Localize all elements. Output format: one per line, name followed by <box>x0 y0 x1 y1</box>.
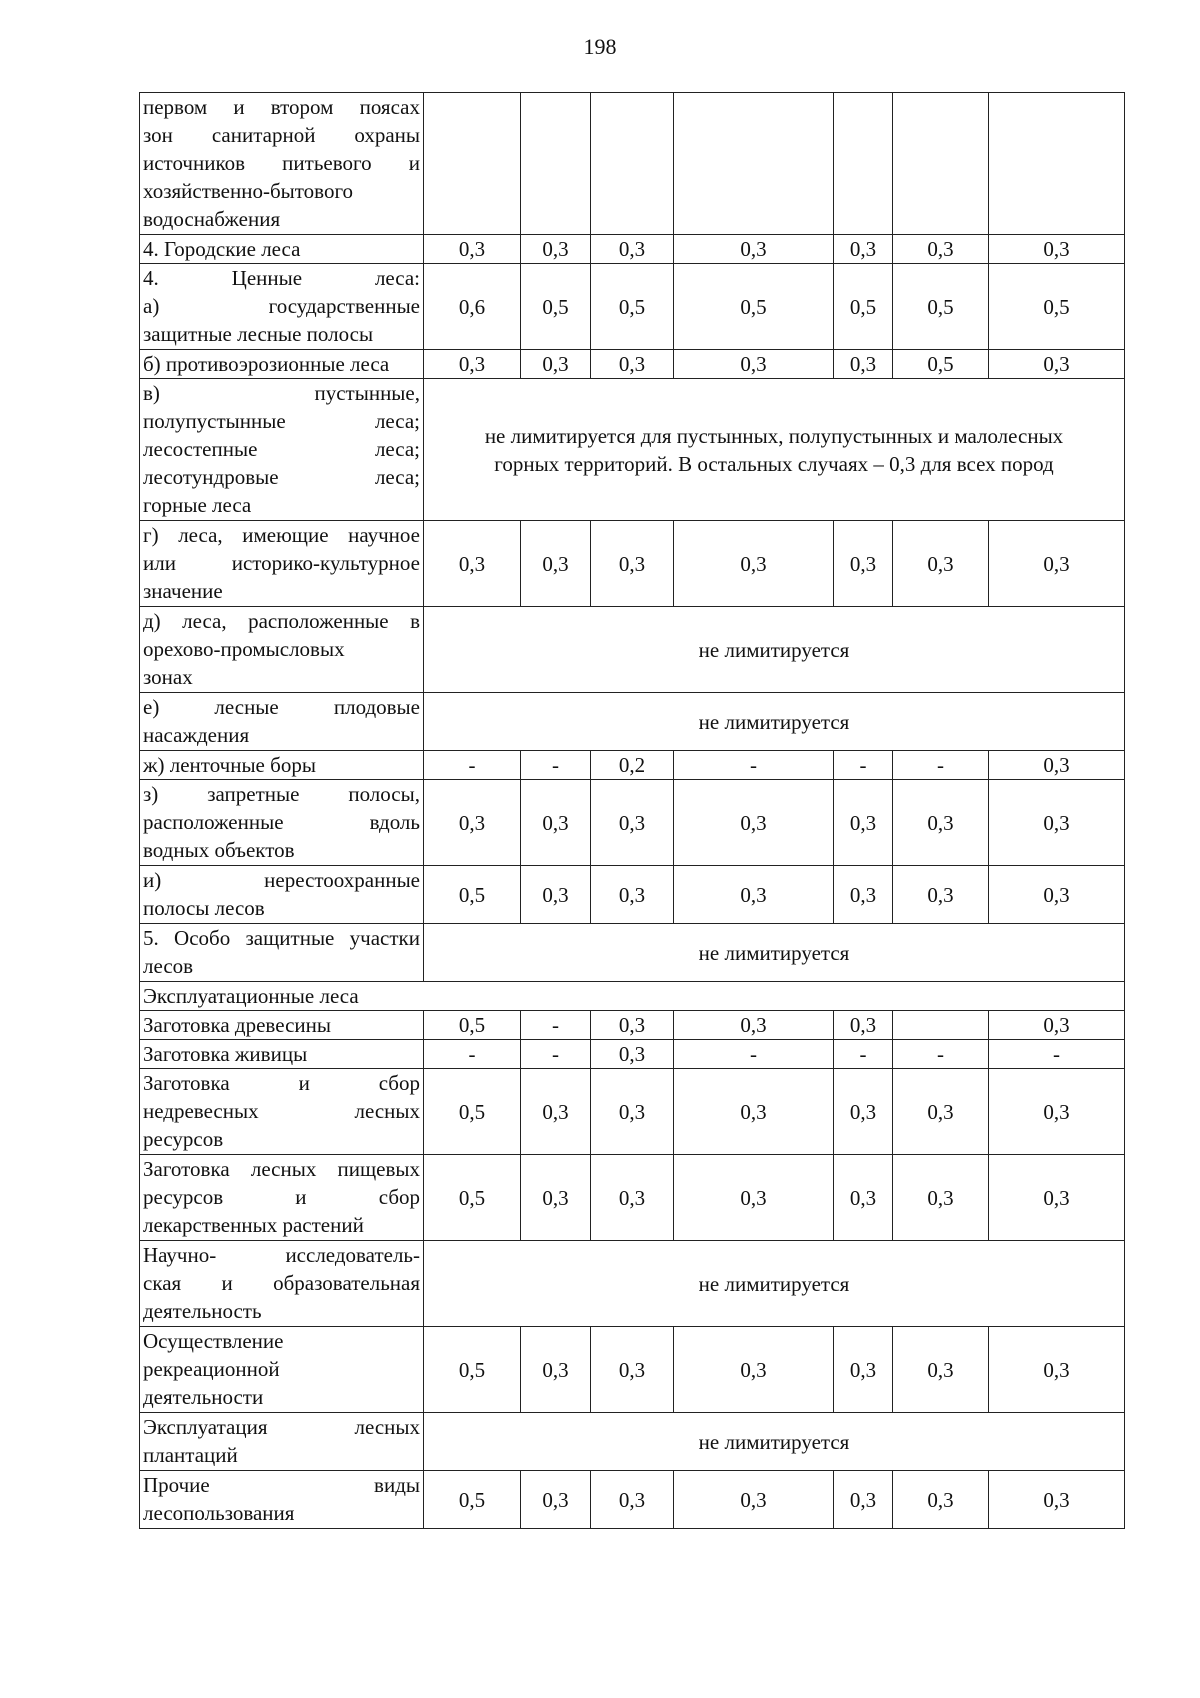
value-cell: 0,3 <box>989 751 1125 780</box>
merged-note-cell <box>424 379 1125 521</box>
merged-note-cell <box>424 1413 1125 1471</box>
value-cell: 0,5 <box>521 264 591 350</box>
row-label-line: лесотундровые леса; <box>143 465 420 489</box>
value-cell: 0,5 <box>893 264 989 350</box>
table-row <box>140 751 1125 780</box>
row-label <box>140 264 424 350</box>
row-label-line: з) запретные полосы, <box>143 782 420 806</box>
value-cell <box>521 93 591 235</box>
value-cell: - <box>893 1040 989 1069</box>
table-row <box>140 1040 1125 1069</box>
table-row <box>140 693 1125 751</box>
row-label-line: ресурсов <box>143 1127 224 1151</box>
value-cell: 0,3 <box>521 1327 591 1413</box>
row-label-line: б) противоэрозионные леса <box>143 352 390 376</box>
value-cell: 0,3 <box>591 866 674 924</box>
row-label-line: водоснабжения <box>143 207 281 231</box>
table-row <box>140 1011 1125 1040</box>
table-row <box>140 780 1125 866</box>
value-cell: 0,3 <box>989 1011 1125 1040</box>
value-cell: - <box>834 1040 893 1069</box>
row-label-line: Заготовка живицы <box>143 1042 308 1066</box>
value-cell: 0,3 <box>893 1327 989 1413</box>
value-cell: 0,5 <box>674 264 834 350</box>
value-cell: 0,3 <box>521 1069 591 1155</box>
value-cell: 0,3 <box>591 1011 674 1040</box>
row-label <box>140 93 424 235</box>
row-label <box>140 1040 424 1069</box>
value-cell: 0,3 <box>591 235 674 264</box>
value-cell: 0,3 <box>989 1327 1125 1413</box>
value-cell <box>893 93 989 235</box>
row-label-line: расположенные вдоль <box>143 810 420 834</box>
value-cell: 0,3 <box>674 866 834 924</box>
row-label-line: водных объектов <box>143 838 295 862</box>
row-label-line: Осуществление <box>143 1329 284 1353</box>
row-label-line: орехово-промысловых <box>143 637 345 661</box>
value-cell: 0,5 <box>424 1069 521 1155</box>
row-label-line: Заготовка древесины <box>143 1013 331 1037</box>
table-row <box>140 379 1125 521</box>
row-label-line: лекарственных растений <box>143 1213 364 1237</box>
merged-note-cell <box>424 924 1125 982</box>
value-cell: 0,5 <box>834 264 893 350</box>
merged-note-line: не лимитируется <box>698 1271 850 1296</box>
value-cell: 0,3 <box>989 1155 1125 1241</box>
value-cell: 0,3 <box>521 350 591 379</box>
row-label <box>140 866 424 924</box>
row-label-line: деятельности <box>143 1385 264 1409</box>
value-cell: 0,3 <box>989 350 1125 379</box>
row-label-line: ж) ленточные боры <box>143 753 316 777</box>
value-cell: 0,3 <box>674 1011 834 1040</box>
value-cell: 0,3 <box>521 780 591 866</box>
value-cell: 0,3 <box>591 521 674 607</box>
row-label-line: г) леса, имеющие научное <box>143 523 420 547</box>
row-label <box>140 607 424 693</box>
value-cell: 0,5 <box>424 866 521 924</box>
value-cell <box>989 93 1125 235</box>
row-label <box>140 1155 424 1241</box>
merged-note-line: не лимитируется для пустынных, полупустынных и малолесных <box>484 423 1064 448</box>
value-cell: 0,5 <box>893 350 989 379</box>
row-label <box>140 693 424 751</box>
value-cell: 0,3 <box>834 866 893 924</box>
row-label-line: д) леса, расположенные в <box>143 609 420 633</box>
row-label-line: и) нерестоохранные <box>143 868 420 892</box>
row-label-line: ресурсов и сбор <box>143 1185 420 1209</box>
row-label <box>140 751 424 780</box>
value-cell: 0,3 <box>834 1471 893 1529</box>
value-cell <box>893 1011 989 1040</box>
value-cell: 0,3 <box>989 235 1125 264</box>
value-cell: 0,3 <box>674 1327 834 1413</box>
value-cell: 0,3 <box>674 235 834 264</box>
row-label-line: защитные лесные полосы <box>143 322 374 346</box>
table-row <box>140 1413 1125 1471</box>
value-cell: - <box>834 751 893 780</box>
value-cell: 0,3 <box>674 350 834 379</box>
value-cell: 0,3 <box>893 235 989 264</box>
value-cell: 0,3 <box>521 866 591 924</box>
value-cell: - <box>521 1011 591 1040</box>
value-cell: 0,3 <box>989 780 1125 866</box>
value-cell: 0,3 <box>521 235 591 264</box>
row-label <box>140 780 424 866</box>
row-label <box>140 1241 424 1327</box>
table-row <box>140 521 1125 607</box>
row-label-line: в) пустынные, <box>143 381 420 405</box>
merged-note-line: горных территорий. В остальных случаях – 0,3 для всех пород <box>494 451 1054 476</box>
value-cell: 0,3 <box>834 350 893 379</box>
merged-note-line: не лимитируется <box>698 1429 850 1454</box>
value-cell: 0,3 <box>893 521 989 607</box>
value-cell: 0,3 <box>424 780 521 866</box>
row-label-line: плантаций <box>143 1443 238 1467</box>
value-cell <box>674 93 834 235</box>
row-label <box>140 1327 424 1413</box>
row-label-line: зонах <box>143 665 193 689</box>
value-cell: 0,3 <box>989 521 1125 607</box>
value-cell: - <box>521 751 591 780</box>
merged-note-line: не лимитируется <box>698 709 850 734</box>
row-label-line: насаждения <box>143 723 250 747</box>
row-label <box>140 379 424 521</box>
value-cell: 0,3 <box>591 350 674 379</box>
table-body <box>140 93 1125 1529</box>
value-cell: 0,3 <box>834 780 893 866</box>
value-cell: - <box>674 751 834 780</box>
value-cell: 0,3 <box>893 1471 989 1529</box>
row-label <box>140 1069 424 1155</box>
table-row <box>140 93 1125 235</box>
row-label-line: Научно- исследователь- <box>143 1243 420 1267</box>
merged-note-cell <box>424 693 1125 751</box>
row-label <box>140 1011 424 1040</box>
row-label-line: Эксплуатация лесных <box>143 1415 420 1439</box>
value-cell: - <box>674 1040 834 1069</box>
value-cell: - <box>521 1040 591 1069</box>
table-row <box>140 350 1125 379</box>
table-row <box>140 1155 1125 1241</box>
row-label-line: недревесных лесных <box>143 1099 420 1123</box>
table-row <box>140 1327 1125 1413</box>
row-label-line: первом и втором поясах <box>143 95 420 119</box>
value-cell: 0,3 <box>834 521 893 607</box>
value-cell: - <box>424 751 521 780</box>
table-row <box>140 924 1125 982</box>
row-label-line: лесопользования <box>143 1501 295 1525</box>
value-cell: 0,5 <box>424 1471 521 1529</box>
value-cell: 0,3 <box>834 1327 893 1413</box>
value-cell: 0,3 <box>591 1040 674 1069</box>
row-label-line: источников питьевого и <box>143 151 420 175</box>
value-cell: 0,3 <box>893 1155 989 1241</box>
value-cell: 0,3 <box>834 1069 893 1155</box>
value-cell: 0,5 <box>424 1011 521 1040</box>
value-cell: 0,3 <box>893 866 989 924</box>
table-row <box>140 607 1125 693</box>
value-cell: 0,3 <box>834 235 893 264</box>
row-label-line: полупустынные леса; <box>143 409 420 433</box>
row-label-line: а) государственные <box>143 294 420 318</box>
value-cell: 0,3 <box>424 235 521 264</box>
value-cell: 0,3 <box>893 1069 989 1155</box>
row-label-line: ская и образовательная <box>143 1271 420 1295</box>
table-row <box>140 1241 1125 1327</box>
value-cell: 0,3 <box>834 1011 893 1040</box>
table-row <box>140 1069 1125 1155</box>
row-label-line: 4. Городские леса <box>143 237 301 261</box>
value-cell <box>834 93 893 235</box>
value-cell: 0,3 <box>521 1155 591 1241</box>
row-label-line: горные леса <box>143 493 252 517</box>
value-cell: 0,3 <box>989 866 1125 924</box>
row-label-line: зон санитарной охраны <box>143 123 420 147</box>
value-cell: 0,5 <box>989 264 1125 350</box>
row-label-line: полосы лесов <box>143 896 265 920</box>
value-cell: 0,3 <box>674 780 834 866</box>
table-row <box>140 235 1125 264</box>
value-cell: 0,5 <box>591 264 674 350</box>
value-cell: 0,3 <box>591 1155 674 1241</box>
row-label-line: 5. Особо защитные участки <box>143 926 420 950</box>
value-cell: 0,3 <box>424 521 521 607</box>
value-cell: 0,3 <box>834 1155 893 1241</box>
section-row <box>140 982 1125 1011</box>
merged-note-line: не лимитируется <box>698 637 850 662</box>
row-label-line: Прочие виды <box>143 1473 420 1497</box>
value-cell: 0,3 <box>893 780 989 866</box>
value-cell <box>591 93 674 235</box>
value-cell: 0,3 <box>591 1471 674 1529</box>
row-label <box>140 1471 424 1529</box>
table-row <box>140 866 1125 924</box>
row-label-line: Заготовка лесных пищевых <box>143 1157 420 1181</box>
row-label <box>140 924 424 982</box>
merged-note-cell <box>424 607 1125 693</box>
table-row <box>140 1471 1125 1529</box>
section-heading: Эксплуатационные леса <box>140 982 1125 1011</box>
value-cell: 0,3 <box>989 1069 1125 1155</box>
row-label <box>140 350 424 379</box>
merged-note-line: не лимитируется <box>698 940 850 965</box>
value-cell: - <box>424 1040 521 1069</box>
forest-limits-table <box>139 92 1125 1529</box>
row-label-line: деятельность <box>143 1299 262 1323</box>
value-cell: 0,3 <box>674 1155 834 1241</box>
row-label-line: Заготовка и сбор <box>143 1071 420 1095</box>
row-label <box>140 235 424 264</box>
row-label <box>140 1413 424 1471</box>
value-cell: 0,5 <box>424 1327 521 1413</box>
row-label <box>140 521 424 607</box>
row-label-line: или историко-культурное <box>143 551 420 575</box>
value-cell: 0,3 <box>591 780 674 866</box>
row-label-line: значение <box>143 579 223 603</box>
value-cell: - <box>989 1040 1125 1069</box>
row-label-line: хозяйственно-бытового <box>143 179 354 203</box>
value-cell: 0,5 <box>424 1155 521 1241</box>
row-label-line: рекреационной <box>143 1357 280 1381</box>
value-cell: 0,3 <box>674 1471 834 1529</box>
value-cell: 0,3 <box>424 350 521 379</box>
value-cell: 0,3 <box>989 1471 1125 1529</box>
row-label-line: 4. Ценные леса: <box>143 266 420 290</box>
value-cell: 0,3 <box>521 1471 591 1529</box>
row-label-line: лесов <box>143 954 194 978</box>
row-label-line: лесостепные леса; <box>143 437 420 461</box>
value-cell: 0,3 <box>521 521 591 607</box>
value-cell: - <box>893 751 989 780</box>
value-cell: 0,3 <box>591 1327 674 1413</box>
value-cell: 0,3 <box>674 521 834 607</box>
value-cell: 0,3 <box>591 1069 674 1155</box>
value-cell: 0,6 <box>424 264 521 350</box>
value-cell: 0,3 <box>674 1069 834 1155</box>
table-row <box>140 264 1125 350</box>
value-cell: 0,2 <box>591 751 674 780</box>
page-number: 198 <box>583 34 617 59</box>
row-label-line: е) лесные плодовые <box>143 695 420 719</box>
value-cell <box>424 93 521 235</box>
merged-note-cell <box>424 1241 1125 1327</box>
